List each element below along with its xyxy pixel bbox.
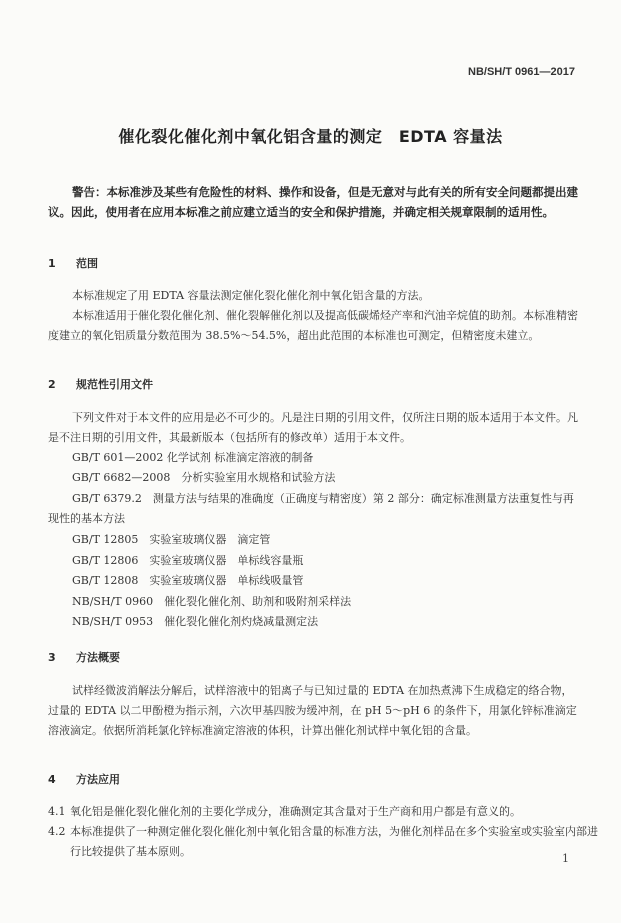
section-number: 3 — [48, 651, 56, 664]
section-title: 方法概要 — [76, 651, 120, 664]
section-number: 1 — [48, 257, 56, 270]
section-title: 范围 — [76, 257, 98, 270]
item-text: 氧化铝是催化裂化催化剂的主要化学成分，准确测定其含量对于生产商和用户都是有意义的。 — [70, 805, 521, 818]
list-item — [48, 802, 600, 822]
section-4-heading — [48, 771, 120, 787]
section-3-heading — [48, 649, 120, 665]
section-1-para-1: 本标准规定了用 EDTA 容量法测定催化裂化催化剂中氧化铝含量的方法。 — [72, 289, 430, 302]
section-2-intro: 下列文件对于本文件的应用是必不可少的。凡是注日期的引用文件，仅所注日期的版本适用于本文件。凡是不注日期的引用文件，其最新版本（包括所有的修改单）适用于本文件。 — [48, 411, 578, 444]
section-2-heading — [48, 376, 153, 392]
section-number: 2 — [48, 378, 56, 391]
section-number: 4 — [48, 773, 56, 786]
item-number: 4.2 — [48, 825, 66, 838]
reference-item: GB/T 12805 实验室玻璃仪器 滴定管 — [72, 533, 271, 546]
section-title: 方法应用 — [76, 773, 120, 786]
item-number: 4.1 — [48, 805, 66, 818]
reference-item: GB/T 12806 实验室玻璃仪器 单标线容量瓶 — [72, 554, 304, 567]
section-1-heading — [48, 255, 98, 271]
page-number: 1 — [562, 852, 569, 865]
item-text: 本标准提供了一种测定催化裂化催化剂中氧化铝含量的标准方法，为催化剂样品在多个实验室或实验室内部进行比较提供了基本原则。 — [70, 825, 598, 858]
warning-paragraph: 警告：本标准涉及某些有危险性的材料、操作和设备，但是无意对与此有关的所有安全问题都提出建议。因此，使用者在应用本标准之前应建立适当的安全和保护措施，并确定相关规章限制的适用性。 — [48, 185, 578, 219]
reference-item: GB/T 601—2002 化学试剂 标准滴定溶液的制备 — [72, 451, 314, 464]
standard-number: NB/SH/T 0961—2017 — [468, 66, 575, 78]
reference-item: GB/T 12808 实验室玻璃仪器 单标线吸量管 — [72, 574, 304, 587]
section-title: 规范性引用文件 — [76, 378, 153, 391]
reference-item: GB/T 6379.2 测量方法与结果的准确度（正确度与精密度）第 2 部分：确定标准测量方法重复性与再现性的基本方法 — [48, 492, 574, 525]
document-title: 催化裂化催化剂中氧化铝含量的测定 EDTA 容量法 — [118, 127, 503, 146]
reference-item: GB/T 6682—2008 分析实验室用水规格和试验方法 — [72, 471, 336, 484]
section-1-para-2: 本标准适用于催化裂化催化剂、催化裂解催化剂以及提高低碳烯烃产率和汽油辛烷值的助剂。本标准精密度建立的氧化铝质量分数范围为 38.5%～54.5%，超出此范围的本标准也可测定，但精密度未建立。 — [48, 309, 578, 342]
section-3-para: 试样经微波消解法分解后，试样溶液中的铝离子与已知过量的 EDTA 在加热煮沸下生成稳定的络合物，过量的 EDTA 以二甲酚橙为指示剂，六次甲基四胺为缓冲剂，在 pH 5～pH 6 的条件下，用氯化锌标准滴定溶液滴定。依据所消耗氯化锌标准滴定溶液的体积，计算出催化剂试样中氧化铝的含量。 — [48, 684, 577, 737]
list-item — [48, 822, 600, 862]
reference-item: NB/SH/T 0953 催化裂化催化剂灼烧减量测定法 — [72, 615, 319, 628]
reference-item: NB/SH/T 0960 催化裂化催化剂、助剂和吸附剂采样法 — [72, 595, 352, 608]
